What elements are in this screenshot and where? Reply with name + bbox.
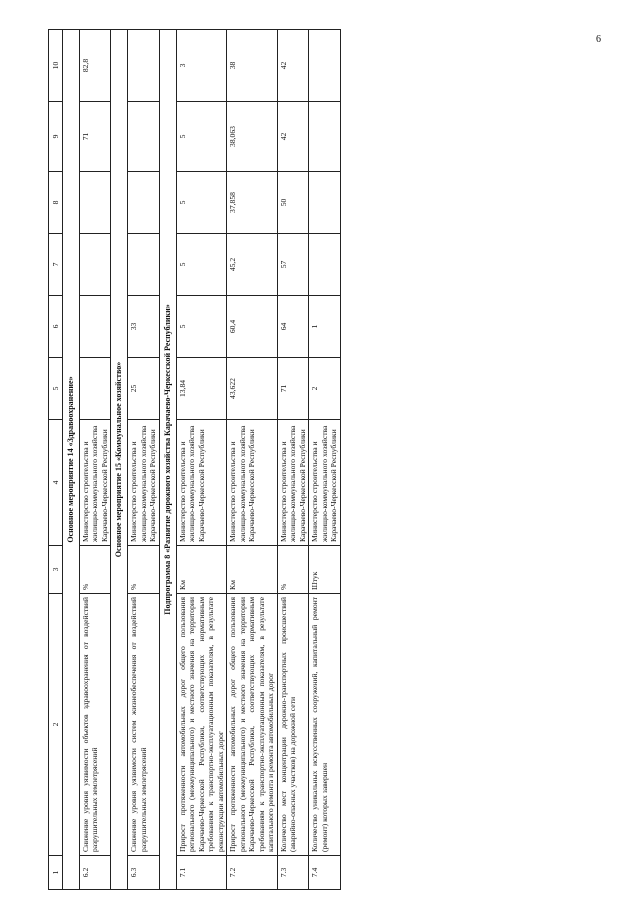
responsible-executor: Министерство строительства и жилищно-коммунального хозяйства Карачаево-Черкесской Республики <box>80 420 111 546</box>
col-header: 10 <box>49 30 63 102</box>
value-cell: 25 <box>128 358 159 420</box>
table-row <box>80 30 111 890</box>
value-cell: 71 <box>277 358 308 420</box>
value-cell: 5 <box>176 102 226 172</box>
section-title: Основное мероприятие 15 «Коммунальное хозяйство» <box>111 30 128 890</box>
col-header: 9 <box>49 102 63 172</box>
col-header: 4 <box>49 420 63 546</box>
value-cell: 5 <box>176 172 226 234</box>
col-header: 3 <box>49 546 63 594</box>
section-title: Основное мероприятие 14 «Здравоохранение» <box>63 30 80 890</box>
responsible-executor: Министерство строительства и жилищно-коммунального хозяйства Карачаево-Черкесской Республики <box>176 420 226 546</box>
value-cell <box>80 172 111 234</box>
section-row <box>63 30 80 890</box>
rotated-table-page <box>48 30 603 890</box>
value-cell <box>309 234 340 296</box>
value-cell <box>128 30 159 102</box>
row-number: 7.2 <box>227 856 277 890</box>
value-cell: 50 <box>277 172 308 234</box>
unit-of-measure: % <box>277 546 308 594</box>
column-number-row <box>49 30 63 890</box>
value-cell: 38,063 <box>227 102 277 172</box>
unit-of-measure: Км <box>176 546 226 594</box>
value-cell: 3 <box>176 30 226 102</box>
value-cell <box>128 102 159 172</box>
value-cell <box>80 358 111 420</box>
value-cell: 33 <box>128 296 159 358</box>
value-cell <box>128 234 159 296</box>
unit-of-measure: % <box>80 546 111 594</box>
value-cell <box>128 172 159 234</box>
value-cell: 60,4 <box>227 296 277 358</box>
value-cell: 42 <box>277 30 308 102</box>
row-number: 7.4 <box>309 856 340 890</box>
value-cell <box>80 234 111 296</box>
indicator-name: Прирост протяженности автомобильных дорог общего пользования регионального (межмуниципального) и местного значения на территории Карачаево-Черкесской Республики, соответствующих нормативным требованиям к транспортно-эксплуатационным показателям, в результате капитального ремонта и ремонта автомобильных дорог <box>227 594 277 856</box>
value-cell <box>309 30 340 102</box>
indicator-name: Прирост протяженности автомобильных дорог общего пользования регионального (межмуниципального) и местного значения на территории Карачаево-Черкесской Республики, соответствующих нормативным требованиям к транспортно-эксплуатационным показателям, в результате реконструкции автомобильных дорог <box>176 594 226 856</box>
value-cell <box>309 102 340 172</box>
value-cell: 45,2 <box>227 234 277 296</box>
row-number: 6.3 <box>128 856 159 890</box>
value-cell: 71 <box>80 102 111 172</box>
value-cell: 64 <box>277 296 308 358</box>
indicator-name: Количество мест концентрации дорожно-транспортных происшествий (аварийно-опасных участков) на дорожной сети <box>277 594 308 856</box>
responsible-executor: Министерство строительства и жилищно-коммунального хозяйства Карачаево-Черкесской Республики <box>128 420 159 546</box>
value-cell: 5 <box>176 296 226 358</box>
unit-of-measure: Штук <box>309 546 340 594</box>
table-row <box>309 30 340 890</box>
value-cell: 42 <box>277 102 308 172</box>
section-row <box>159 30 176 890</box>
value-cell: 13,84 <box>176 358 226 420</box>
responsible-executor: Министерство строительства и жилищно-коммунального хозяйства Карачаево-Черкесской Республики <box>309 420 340 546</box>
value-cell: 38 <box>227 30 277 102</box>
row-number: 7.3 <box>277 856 308 890</box>
section-title: Подпрограмма 8 «Развитие дорожного хозяйства Карачаево-Черкесской Республики» <box>159 30 176 890</box>
indicator-name: Снижение уровня уязвимости систем жизнеобеспечения от воздействий разрушительных землетрясений <box>128 594 159 856</box>
col-header: 5 <box>49 358 63 420</box>
responsible-executor: Министерство строительства и жилищно-коммунального хозяйства Карачаево-Черкесской Республики <box>277 420 308 546</box>
table-row <box>128 30 159 890</box>
table-row <box>176 30 226 890</box>
indicator-name: Количество уникальных искусственных сооружений, капитальный ремонт (ремонт) которых завершен <box>309 594 340 856</box>
indicator-name: Снижение уровня уязвимости объектов здравоохранения от воздействий разрушительных землетрясений <box>80 594 111 856</box>
section-row <box>111 30 128 890</box>
col-header: 8 <box>49 172 63 234</box>
value-cell: 37,858 <box>227 172 277 234</box>
value-cell: 43,622 <box>227 358 277 420</box>
page-number: 6 <box>596 34 601 45</box>
value-cell <box>80 296 111 358</box>
row-number: 7.1 <box>176 856 226 890</box>
table-body <box>63 30 341 890</box>
indicators-table <box>48 29 341 890</box>
col-header: 7 <box>49 234 63 296</box>
value-cell: 2 <box>309 358 340 420</box>
value-cell: 5 <box>176 234 226 296</box>
value-cell: 82,8 <box>80 30 111 102</box>
table-row <box>227 30 277 890</box>
col-header: 1 <box>49 856 63 890</box>
value-cell: 57 <box>277 234 308 296</box>
unit-of-measure: % <box>128 546 159 594</box>
value-cell <box>309 172 340 234</box>
responsible-executor: Министерство строительства и жилищно-коммунального хозяйства Карачаево-Черкесской Республики <box>227 420 277 546</box>
row-number: 6.2 <box>80 856 111 890</box>
table-row <box>277 30 308 890</box>
col-header: 2 <box>49 594 63 856</box>
value-cell: 1 <box>309 296 340 358</box>
unit-of-measure: Км <box>227 546 277 594</box>
col-header: 6 <box>49 296 63 358</box>
